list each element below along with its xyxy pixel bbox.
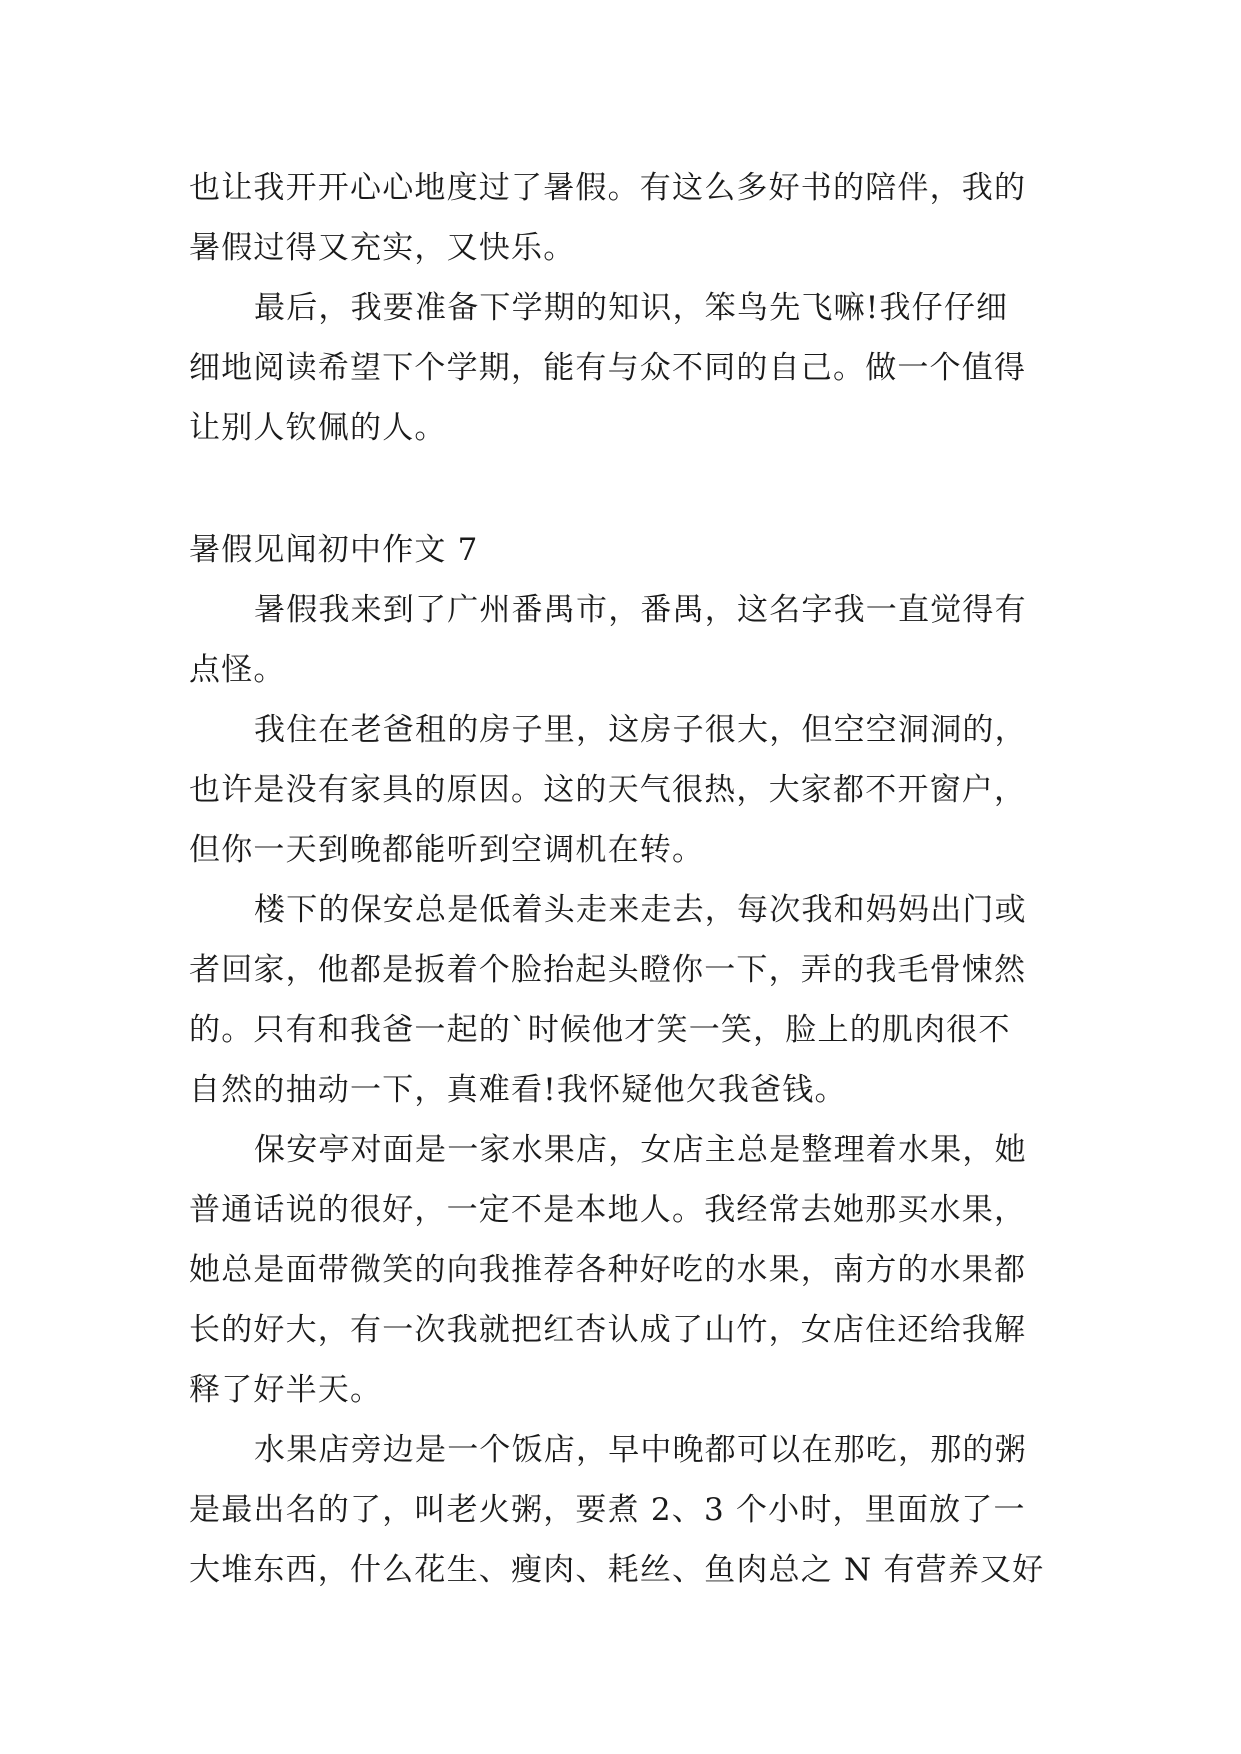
text-line: 者回家，他都是扳着个脸抬起头瞪你一下，弄的我毛骨悚然 xyxy=(189,952,1027,988)
text-line: 大堆东西，什么花生、瘦肉、耗丝、鱼肉总之 N 有营养又好 xyxy=(189,1552,1045,1588)
text-line: 是最出名的了，叫老火粥，要煮 2、3 个小时，里面放了一 xyxy=(189,1492,1026,1528)
text-line: 细地阅读希望下个学期，能有与众不同的自己。做一个值得 xyxy=(189,350,1027,386)
text-line: 普通话说的很好，一定不是本地人。我经常去她那买水果， xyxy=(189,1192,1027,1228)
text-line: 她总是面带微笑的向我推荐各种好吃的水果，南方的水果都 xyxy=(189,1252,1027,1288)
paragraph-start-line: 我住在老爸租的房子里，这房子很大，但空空洞洞的， xyxy=(254,712,1027,748)
text-line: 也许是没有家具的原因。这的天气很热，大家都不开窗户， xyxy=(189,772,1027,808)
paragraph-start-line: 保安亭对面是一家水果店，女店主总是整理着水果，她 xyxy=(254,1132,1027,1168)
text-line: 也让我开开心心地度过了暑假。有这么多好书的陪伴，我的 xyxy=(189,170,1027,206)
paragraph-start-line: 最后，我要准备下学期的知识，笨鸟先飞嘛!我仔仔细 xyxy=(254,290,1009,326)
paragraph-start-line: 水果店旁边是一个饭店，早中晚都可以在那吃，那的粥 xyxy=(254,1432,1027,1468)
text-line: 自然的抽动一下，真难看!我怀疑他欠我爸钱。 xyxy=(189,1072,847,1108)
text-line: 点怪。 xyxy=(189,652,286,688)
text-line: 暑假过得又充实，又快乐。 xyxy=(189,230,576,266)
paragraph-start-line: 楼下的保安总是低着头走来走去，每次我和妈妈出门或 xyxy=(254,892,1027,928)
section-title: 暑假见闻初中作文 7 xyxy=(189,532,479,568)
section-gap xyxy=(189,458,1069,520)
text-line: 长的好大，有一次我就把红杏认成了山竹，女店住还给我解 xyxy=(189,1312,1027,1348)
article-body xyxy=(189,158,1069,1600)
paragraph-start-line: 暑假我来到了广州番禺市，番禺，这名字我一直觉得有 xyxy=(254,592,1027,628)
text-line: 释了好半天。 xyxy=(189,1372,383,1408)
text-line: 让别人钦佩的人。 xyxy=(189,410,447,446)
text-line: 但你一天到晚都能听到空调机在转。 xyxy=(189,832,705,868)
text-line: 的。只有和我爸一起的`时候他才笑一笑，脸上的肌肉很不 xyxy=(189,1012,1011,1048)
